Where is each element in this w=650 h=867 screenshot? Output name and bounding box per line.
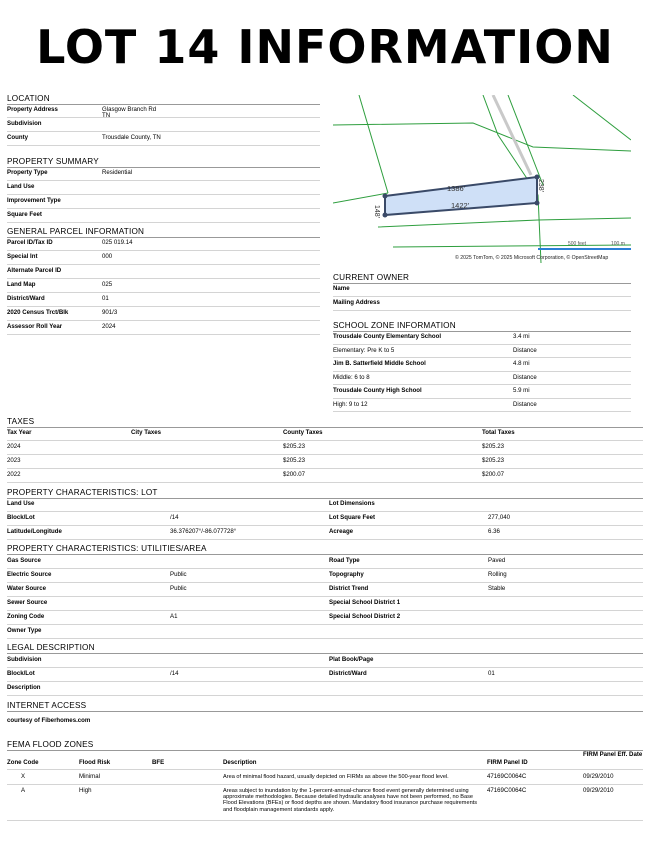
- current-owner-heading: CURRENT OWNER: [333, 272, 631, 284]
- char-label: Land Use: [7, 500, 35, 507]
- char-label: Block/Lot: [7, 514, 35, 521]
- school-value: Distance: [513, 346, 537, 354]
- field-row: [7, 321, 320, 335]
- char-label: Topography: [329, 571, 364, 578]
- tax-cell: $205.23: [482, 457, 505, 464]
- fema-row: [7, 785, 643, 821]
- tax-cell: $205.23: [283, 457, 306, 464]
- field-row: [333, 283, 631, 297]
- school-value: 4.8 mi: [513, 360, 530, 367]
- field-label: Parcel ID/Tax ID: [7, 239, 53, 246]
- char-label: Description: [7, 684, 41, 691]
- fema-header: Description: [223, 759, 257, 766]
- char-label: Lot Square Feet: [329, 514, 376, 521]
- char-value: Rolling: [488, 571, 507, 578]
- field-label: Alternate Parcel ID: [7, 267, 62, 274]
- tax-header: Tax Year: [7, 429, 32, 436]
- fema-cell: X: [21, 773, 26, 780]
- fema-description: Area of minimal flood hazard, usually depicted on FIRMs as above the 500-year flood level.: [223, 774, 449, 780]
- char-label: District/Ward: [329, 670, 367, 677]
- school-row: [333, 331, 631, 345]
- fema-cell: 09/29/2010: [583, 773, 614, 780]
- tax-row: [7, 455, 643, 469]
- char-label: District Trend: [329, 585, 369, 592]
- char-row: [7, 512, 643, 526]
- field-value: 01: [102, 295, 109, 302]
- school-value: 3.4 mi: [513, 333, 530, 340]
- field-row: [7, 265, 320, 279]
- school-label: Elementary: Pre K to 5: [333, 346, 395, 354]
- char-row: [7, 654, 643, 668]
- school-value: Distance: [513, 373, 537, 381]
- school-label: Trousdale County High School: [333, 387, 422, 394]
- fema-header: Flood Risk: [79, 759, 111, 766]
- tax-cell: $200.07: [283, 471, 306, 478]
- tax-header: Total Taxes: [482, 429, 515, 436]
- char-value: A1: [170, 613, 178, 620]
- field-label: District/Ward: [7, 295, 45, 302]
- fema-header: FIRM Panel Eff. Date: [583, 751, 643, 758]
- char-label: Subdivision: [7, 656, 42, 663]
- field-label: Property Type: [7, 169, 48, 176]
- dim-bottom-label: 1422': [451, 201, 470, 210]
- field-row: [7, 307, 320, 321]
- internet-heading: INTERNET ACCESS: [7, 700, 643, 712]
- legal-heading: LEGAL DESCRIPTION: [7, 642, 643, 654]
- field-label: County: [7, 134, 28, 141]
- dim-right-label: 238': [537, 179, 544, 193]
- char-row: [7, 597, 643, 611]
- char-row: [7, 569, 643, 583]
- field-value: 901/3: [102, 309, 118, 316]
- field-row: [7, 209, 320, 223]
- tax-header-row: [7, 427, 643, 441]
- tax-row: [7, 469, 643, 483]
- char-label: Acreage: [329, 528, 354, 535]
- dim-top-label: 1386': [447, 184, 466, 193]
- tax-header: County Taxes: [283, 429, 323, 436]
- char-value: Public: [170, 585, 187, 592]
- internet-row: [7, 715, 643, 729]
- fema-row: [7, 771, 643, 785]
- char-label: Electric Source: [7, 571, 52, 578]
- field-label: Subdivision: [7, 120, 42, 127]
- field-value: TN: [102, 112, 111, 119]
- field-row: [7, 132, 320, 146]
- field-row: [7, 237, 320, 251]
- field-label: Property Address: [7, 106, 58, 113]
- char-value: 36.376207°/-86.077728°: [170, 528, 237, 535]
- field-row: [7, 181, 320, 195]
- fema-cell: 09/29/2010: [583, 787, 614, 794]
- field-label: Assessor Roll Year: [7, 323, 63, 330]
- field-value: 000: [102, 253, 113, 260]
- char-row: [7, 611, 643, 625]
- char-row: [7, 498, 643, 512]
- tax-row: [7, 441, 643, 455]
- map-roads: [333, 95, 631, 263]
- field-row: [7, 104, 320, 118]
- char-value: Public: [170, 571, 187, 578]
- lot-chars-heading: PROPERTY CHARACTERISTICS: LOT: [7, 487, 643, 499]
- parcel-corner: [383, 194, 388, 199]
- char-value: 277,040: [488, 514, 511, 521]
- location-heading: LOCATION: [7, 93, 320, 105]
- school-label: High: 9 to 12: [333, 400, 368, 408]
- general-parcel-heading: GENERAL PARCEL INFORMATION: [7, 226, 320, 238]
- fema-header-row: [7, 752, 643, 770]
- field-row: [7, 293, 320, 307]
- field-label: Mailing Address: [333, 299, 380, 306]
- dim-left-label: 148': [373, 205, 380, 219]
- fema-cell: 47169C0064C: [487, 773, 527, 780]
- parcel-corner: [535, 201, 540, 206]
- field-label: Land Map: [7, 281, 36, 288]
- char-row: [7, 583, 643, 597]
- char-row: [7, 555, 643, 569]
- fema-cell: High: [79, 787, 92, 794]
- fema-header: Zone Code: [7, 759, 39, 766]
- school-row: [333, 345, 631, 359]
- tax-cell: $205.23: [283, 443, 306, 450]
- tax-cell: 2022: [7, 471, 21, 478]
- tax-header: City Taxes: [131, 429, 162, 436]
- char-label: Latitude/Longitude: [7, 528, 62, 535]
- field-value: Glasgow Branch Rd: [102, 106, 157, 113]
- char-label: Owner Type: [7, 627, 42, 634]
- char-label: Block/Lot: [7, 670, 35, 677]
- field-value: 2024: [102, 323, 116, 330]
- school-value: Distance: [513, 400, 537, 408]
- school-label: Middle: 6 to 8: [333, 373, 370, 381]
- char-label: Special School District 2: [329, 613, 401, 620]
- tax-cell: 2024: [7, 443, 21, 450]
- char-label: Plat Book/Page: [329, 656, 374, 663]
- char-label: Sewer Source: [7, 599, 48, 606]
- field-row: [7, 118, 320, 132]
- tax-cell: $205.23: [482, 443, 505, 450]
- internet-text: courtesy of Fiberhomes.com: [7, 717, 91, 724]
- char-row: [7, 682, 643, 696]
- parcel-map[interactable]: [333, 95, 631, 263]
- char-label: Gas Source: [7, 557, 41, 564]
- utilities-heading: PROPERTY CHARACTERISTICS: UTILITIES/AREA: [7, 543, 643, 555]
- char-value: 6.36: [488, 528, 500, 535]
- school-row: [333, 399, 631, 413]
- char-value: Stable: [488, 585, 506, 592]
- char-label: Road Type: [329, 557, 360, 564]
- fema-cell: Minimal: [79, 773, 100, 780]
- char-row: [7, 668, 643, 682]
- field-label: 2020 Census Trct/Blk: [7, 309, 69, 316]
- field-row: [333, 297, 631, 311]
- field-row: [7, 195, 320, 209]
- school-row: [333, 358, 631, 372]
- char-value: /14: [170, 514, 179, 521]
- field-row: [7, 251, 320, 265]
- school-label: Jim B. Satterfield Middle School: [333, 360, 426, 367]
- parcel-corner: [383, 213, 388, 218]
- field-label: Land Use: [7, 183, 35, 190]
- taxes-heading: TAXES: [7, 416, 643, 428]
- fema-cell: 47169C0064C: [487, 787, 527, 794]
- char-value: 01: [488, 670, 495, 677]
- school-label: Trousdale County Elementary School: [333, 333, 442, 340]
- school-row: [333, 372, 631, 386]
- fema-header: BFE: [152, 759, 165, 766]
- char-label: Special School District 1: [329, 599, 401, 606]
- scale-meters: 100 m: [611, 241, 625, 247]
- field-row: [7, 279, 320, 293]
- char-value: Paved: [488, 557, 506, 564]
- field-value: 025: [102, 281, 113, 288]
- parcel-map-svg: [333, 95, 631, 263]
- char-row: [7, 625, 643, 639]
- field-label: Square Feet: [7, 211, 42, 218]
- property-summary-heading: PROPERTY SUMMARY: [7, 156, 320, 168]
- char-row: [7, 526, 643, 540]
- map-attribution: © 2025 TomTom, © 2025 Microsoft Corporation, © OpenStreetMap: [455, 255, 609, 261]
- char-label: Lot Dimensions: [329, 500, 375, 507]
- school-value: 5.9 mi: [513, 387, 530, 394]
- field-value: Trousdale County, TN: [102, 134, 161, 141]
- field-value: Residential: [102, 169, 133, 176]
- fema-description: Areas subject to inundation by the 1-percent-annual-chance flood event generally determined using approximate methodologies. Because detailed hydraulic analyses have not been performed, no Base Flood Elevations (BFEs) or flood depths are shown. Mandatory flood insurance purchase requirements and floodplain management standards apply.: [223, 788, 478, 813]
- field-value: 025 019.14: [102, 239, 133, 246]
- fema-cell: A: [21, 787, 26, 794]
- char-label: Zoning Code: [7, 613, 45, 620]
- page-title: LOT 14 INFORMATION: [36, 20, 614, 74]
- tax-cell: $200.07: [482, 471, 505, 478]
- field-label: Improvement Type: [7, 197, 61, 204]
- scale-feet: 500 feet: [568, 241, 587, 247]
- fema-heading: FEMA FLOOD ZONES: [7, 739, 643, 751]
- fema-header: FIRM Panel ID: [487, 759, 528, 766]
- tax-cell: 2023: [7, 457, 21, 464]
- char-value: /14: [170, 670, 179, 677]
- field-label: Name: [333, 285, 350, 292]
- school-row: [333, 385, 631, 399]
- school-zone-heading: SCHOOL ZONE INFORMATION: [333, 320, 631, 332]
- field-label: Special Int: [7, 253, 38, 260]
- char-label: Water Source: [7, 585, 47, 592]
- field-row: [7, 167, 320, 181]
